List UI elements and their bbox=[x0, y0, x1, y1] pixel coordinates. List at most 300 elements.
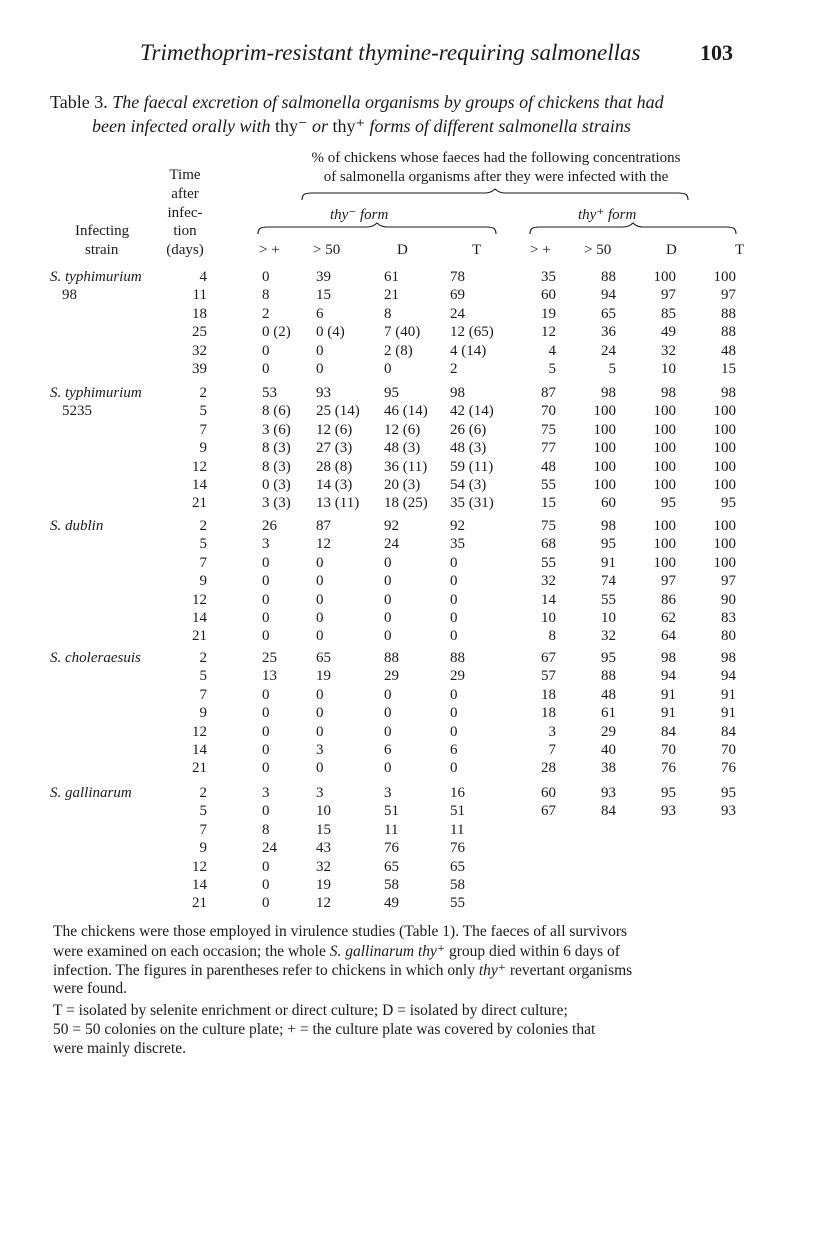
value-cell: 27 (3) bbox=[316, 440, 353, 457]
col-header-thy-minus-t: T bbox=[472, 242, 482, 258]
value-cell: 76 bbox=[384, 840, 399, 857]
value-cell: 98 bbox=[661, 650, 676, 666]
value-cell: 95 bbox=[601, 650, 616, 666]
value-cell: 65 bbox=[316, 650, 331, 666]
value-cell: 18 bbox=[541, 705, 556, 722]
value-cell: 95 bbox=[721, 785, 736, 801]
footnote-1-line-2 bbox=[53, 943, 620, 961]
time-cell: 21 bbox=[192, 628, 207, 645]
thy-plus-form-header: thy⁺ form bbox=[578, 207, 637, 223]
value-cell: 91 bbox=[661, 686, 676, 703]
value-cell: 29 bbox=[450, 668, 465, 685]
value-cell: 88 bbox=[384, 650, 399, 666]
time-header-line-3: tion bbox=[173, 223, 197, 239]
time-header-line-1: after bbox=[171, 186, 199, 202]
value-cell: 2 bbox=[450, 361, 458, 377]
value-cell: 0 bbox=[384, 573, 392, 590]
value-cell: 0 bbox=[262, 705, 270, 722]
value-cell: 100 bbox=[593, 440, 616, 457]
caption-line-1 bbox=[50, 92, 664, 113]
value-cell: 77 bbox=[541, 440, 556, 457]
footnote-2-line-3: were mainly discrete. bbox=[53, 1040, 186, 1057]
value-cell: 100 bbox=[653, 440, 676, 457]
time-cell: 7 bbox=[199, 421, 207, 438]
value-cell: 94 bbox=[601, 287, 616, 304]
value-cell: 59 (11) bbox=[450, 458, 494, 475]
value-cell: 95 bbox=[601, 536, 616, 553]
value-cell: 100 bbox=[653, 269, 676, 285]
footnote-1-line-3-pre: infection. The figures in parentheses refer to chickens in which only bbox=[53, 962, 475, 979]
value-cell: 24 bbox=[262, 840, 277, 857]
value-cell: 29 bbox=[384, 668, 399, 685]
value-cell: 26 (6) bbox=[450, 421, 487, 438]
value-cell: 92 bbox=[450, 518, 465, 534]
value-cell: 100 bbox=[653, 403, 676, 420]
col-header-thy-plus-50: > 50 bbox=[584, 242, 612, 258]
value-cell: 10 bbox=[601, 610, 616, 626]
col-header-thy-plus-confluent: > + bbox=[530, 242, 551, 258]
value-cell: 0 bbox=[262, 591, 270, 608]
value-cell: 67 bbox=[541, 803, 556, 820]
value-cell: 8 (6) bbox=[262, 403, 291, 420]
caption-text-2c: forms of different salmonella strains bbox=[369, 116, 631, 136]
value-cell: 8 bbox=[262, 287, 270, 304]
strain-name: S. typhimurium bbox=[50, 385, 142, 401]
value-cell: 0 bbox=[262, 760, 270, 777]
value-cell: 100 bbox=[653, 421, 676, 438]
value-cell: 0 bbox=[316, 705, 324, 722]
value-cell: 15 bbox=[316, 821, 331, 838]
value-cell: 13 bbox=[262, 668, 277, 685]
strain-header-line-1: Infecting bbox=[75, 223, 130, 239]
value-cell: 3 bbox=[262, 536, 270, 553]
value-cell: 51 bbox=[450, 803, 465, 820]
time-cell: 5 bbox=[199, 803, 207, 820]
value-cell: 100 bbox=[653, 554, 676, 571]
value-cell: 95 bbox=[721, 495, 736, 512]
time-cell: 11 bbox=[192, 287, 207, 304]
strain-name: S. dublin bbox=[50, 518, 104, 534]
col-header-thy-minus-confluent: > + bbox=[259, 242, 280, 258]
time-cell: 2 bbox=[199, 518, 207, 534]
value-cell: 90 bbox=[721, 591, 736, 608]
footnote-1-line-2-post: group died within 6 days of bbox=[449, 943, 620, 960]
value-cell: 61 bbox=[384, 269, 399, 285]
value-cell: 100 bbox=[593, 458, 616, 475]
value-cell: 49 bbox=[384, 895, 399, 912]
value-cell: 55 bbox=[541, 554, 556, 571]
value-cell: 95 bbox=[384, 385, 399, 401]
value-cell: 0 bbox=[384, 361, 392, 377]
value-cell: 98 bbox=[721, 650, 736, 666]
value-cell: 28 bbox=[541, 760, 556, 777]
caption-text-2b: or bbox=[311, 116, 328, 136]
value-cell: 97 bbox=[661, 287, 676, 304]
value-cell: 87 bbox=[316, 518, 331, 534]
value-cell: 58 bbox=[450, 877, 465, 893]
value-cell: 88 bbox=[721, 324, 736, 341]
value-cell: 49 bbox=[661, 324, 676, 341]
value-cell: 0 bbox=[262, 742, 270, 758]
value-cell: 78 bbox=[450, 269, 465, 285]
value-cell: 0 bbox=[316, 573, 324, 590]
value-cell: 100 bbox=[713, 536, 736, 553]
value-cell: 97 bbox=[661, 573, 676, 590]
value-cell: 0 bbox=[262, 723, 270, 740]
strain-name: S. choleraesuis bbox=[50, 650, 141, 666]
value-cell: 10 bbox=[661, 361, 676, 377]
value-cell: 32 bbox=[316, 858, 331, 875]
value-cell: 14 (3) bbox=[316, 477, 353, 493]
caption-text-1: The faecal excretion of salmonella organisms by groups of chickens that had bbox=[112, 92, 664, 112]
value-cell: 0 bbox=[316, 760, 324, 777]
value-cell: 100 bbox=[713, 440, 736, 457]
value-cell: 8 bbox=[548, 628, 556, 645]
time-cell: 21 bbox=[192, 495, 207, 512]
value-cell: 93 bbox=[601, 785, 616, 801]
value-cell: 0 bbox=[262, 803, 270, 820]
col-header-thy-minus-d: D bbox=[397, 242, 408, 258]
time-cell: 9 bbox=[199, 573, 207, 590]
value-cell: 100 bbox=[713, 458, 736, 475]
time-cell: 21 bbox=[192, 760, 207, 777]
strain-number: 5235 bbox=[62, 403, 92, 420]
value-cell: 35 bbox=[450, 536, 465, 553]
value-cell: 25 (14) bbox=[316, 403, 360, 420]
value-cell: 24 bbox=[384, 536, 399, 553]
value-cell: 5 bbox=[548, 361, 556, 377]
header-span-line-1: % of chickens whose faeces had the following concentrations bbox=[311, 150, 681, 166]
value-cell: 70 bbox=[541, 403, 556, 420]
value-cell: 0 bbox=[450, 723, 458, 740]
time-cell: 5 bbox=[199, 403, 207, 420]
value-cell: 7 (40) bbox=[384, 324, 421, 341]
value-cell: 60 bbox=[601, 495, 616, 512]
strain-name: S. typhimurium bbox=[50, 269, 142, 285]
value-cell: 3 (6) bbox=[262, 421, 291, 438]
value-cell: 0 (3) bbox=[262, 477, 291, 493]
value-cell: 0 bbox=[316, 342, 324, 359]
time-cell: 14 bbox=[192, 477, 207, 493]
value-cell: 65 bbox=[384, 858, 399, 875]
col-header-thy-plus-d: D bbox=[666, 242, 677, 258]
value-cell: 3 bbox=[262, 785, 270, 801]
value-cell: 55 bbox=[601, 591, 616, 608]
value-cell: 100 bbox=[713, 403, 736, 420]
value-cell: 83 bbox=[721, 610, 736, 626]
value-cell: 88 bbox=[721, 305, 736, 322]
value-cell: 28 (8) bbox=[316, 458, 353, 475]
value-cell: 0 bbox=[316, 361, 324, 377]
value-cell: 2 bbox=[262, 305, 270, 322]
value-cell: 8 bbox=[262, 821, 270, 838]
value-cell: 0 bbox=[384, 705, 392, 722]
value-cell: 51 bbox=[384, 803, 399, 820]
value-cell: 43 bbox=[316, 840, 331, 857]
value-cell: 55 bbox=[450, 895, 465, 912]
value-cell: 0 bbox=[316, 628, 324, 645]
caption-label: Table 3. bbox=[50, 92, 108, 112]
value-cell: 92 bbox=[384, 518, 399, 534]
value-cell: 75 bbox=[541, 518, 556, 534]
value-cell: 26 bbox=[262, 518, 277, 534]
value-cell: 0 bbox=[262, 895, 270, 912]
caption-thy-plus: thy⁺ bbox=[332, 116, 365, 136]
footnote-2-line-2: 50 = 50 colonies on the culture plate; + = the culture plate was covered by colonies that bbox=[53, 1021, 596, 1038]
value-cell: 5 bbox=[608, 361, 616, 377]
value-cell: 84 bbox=[721, 723, 736, 740]
value-cell: 13 (11) bbox=[316, 495, 360, 512]
value-cell: 55 bbox=[541, 477, 556, 493]
time-cell: 12 bbox=[192, 858, 207, 875]
value-cell: 91 bbox=[661, 705, 676, 722]
value-cell: 15 bbox=[721, 361, 736, 377]
value-cell: 100 bbox=[713, 477, 736, 493]
value-cell: 40 bbox=[601, 742, 616, 758]
footnote-1-line-3-thy: thy⁺ bbox=[478, 962, 506, 979]
value-cell: 95 bbox=[661, 495, 676, 512]
time-cell: 12 bbox=[192, 723, 207, 740]
value-cell: 75 bbox=[541, 421, 556, 438]
col-header-thy-plus-t: T bbox=[735, 242, 745, 258]
time-cell: 14 bbox=[192, 877, 207, 893]
footnote-1-line-2-strain: S. gallinarum thy⁺ bbox=[329, 943, 446, 960]
value-cell: 6 bbox=[384, 742, 392, 758]
value-cell: 8 (3) bbox=[262, 440, 291, 457]
value-cell: 100 bbox=[713, 269, 736, 285]
value-cell: 3 (3) bbox=[262, 495, 291, 512]
thy-minus-brace bbox=[256, 222, 498, 236]
value-cell: 97 bbox=[721, 573, 736, 590]
value-cell: 95 bbox=[661, 785, 676, 801]
time-header-line-0: Time bbox=[169, 167, 201, 183]
value-cell: 88 bbox=[601, 668, 616, 685]
value-cell: 0 bbox=[262, 342, 270, 359]
time-cell: 9 bbox=[199, 440, 207, 457]
time-cell: 2 bbox=[199, 785, 207, 801]
time-cell: 7 bbox=[199, 821, 207, 838]
value-cell: 57 bbox=[541, 668, 556, 685]
value-cell: 94 bbox=[661, 668, 676, 685]
value-cell: 24 bbox=[450, 305, 465, 322]
value-cell: 84 bbox=[661, 723, 676, 740]
value-cell: 0 bbox=[316, 723, 324, 740]
value-cell: 15 bbox=[541, 495, 556, 512]
time-cell: 32 bbox=[192, 342, 207, 359]
value-cell: 100 bbox=[713, 554, 736, 571]
value-cell: 3 bbox=[548, 723, 556, 740]
value-cell: 0 bbox=[450, 686, 458, 703]
value-cell: 0 bbox=[384, 760, 392, 777]
time-cell: 25 bbox=[192, 324, 207, 341]
value-cell: 85 bbox=[661, 305, 676, 322]
value-cell: 68 bbox=[541, 536, 556, 553]
value-cell: 100 bbox=[653, 536, 676, 553]
time-cell: 14 bbox=[192, 742, 207, 758]
value-cell: 0 bbox=[316, 554, 324, 571]
footnote-1-line-4: were found. bbox=[53, 980, 128, 997]
caption-line-2 bbox=[92, 116, 631, 137]
value-cell: 54 (3) bbox=[450, 477, 487, 493]
value-cell: 48 bbox=[721, 342, 736, 359]
value-cell: 4 (14) bbox=[450, 342, 487, 359]
value-cell: 0 bbox=[262, 610, 270, 626]
value-cell: 64 bbox=[661, 628, 676, 645]
time-cell: 5 bbox=[199, 668, 207, 685]
value-cell: 6 bbox=[316, 305, 324, 322]
value-cell: 42 (14) bbox=[450, 403, 494, 420]
value-cell: 100 bbox=[593, 421, 616, 438]
value-cell: 32 bbox=[601, 628, 616, 645]
value-cell: 0 bbox=[262, 554, 270, 571]
value-cell: 19 bbox=[316, 877, 331, 893]
value-cell: 58 bbox=[384, 877, 399, 893]
time-cell: 14 bbox=[192, 610, 207, 626]
value-cell: 60 bbox=[541, 287, 556, 304]
time-cell: 2 bbox=[199, 385, 207, 401]
value-cell: 98 bbox=[450, 385, 465, 401]
value-cell: 94 bbox=[721, 668, 736, 685]
value-cell: 86 bbox=[661, 591, 676, 608]
header-span-line-2: of salmonella organisms after they were infected with the bbox=[323, 169, 669, 185]
value-cell: 0 bbox=[384, 686, 392, 703]
value-cell: 32 bbox=[541, 573, 556, 590]
value-cell: 12 (6) bbox=[316, 421, 353, 438]
value-cell: 97 bbox=[721, 287, 736, 304]
value-cell: 76 bbox=[721, 760, 736, 777]
time-cell: 7 bbox=[199, 686, 207, 703]
value-cell: 0 bbox=[262, 686, 270, 703]
time-header-line-4: (days) bbox=[166, 242, 204, 258]
value-cell: 60 bbox=[541, 785, 556, 801]
value-cell: 100 bbox=[593, 477, 616, 493]
strain-header-line-2: strain bbox=[85, 242, 119, 258]
value-cell: 29 bbox=[601, 723, 616, 740]
value-cell: 2 (8) bbox=[384, 342, 413, 359]
footnote-2-line-1: T = isolated by selenite enrichment or direct culture; D = isolated by direct culture; bbox=[53, 1002, 568, 1019]
col-header-thy-minus-50: > 50 bbox=[313, 242, 341, 258]
value-cell: 14 bbox=[541, 591, 556, 608]
value-cell: 100 bbox=[713, 518, 736, 534]
footnote-1-line-3-post: revertant organisms bbox=[509, 962, 633, 979]
value-cell: 65 bbox=[450, 858, 465, 875]
value-cell: 69 bbox=[450, 287, 465, 304]
caption-thy-minus: thy⁻ bbox=[274, 116, 308, 136]
page-number: 103 bbox=[700, 40, 733, 65]
value-cell: 7 bbox=[548, 742, 556, 758]
value-cell: 12 bbox=[316, 536, 331, 553]
value-cell: 0 bbox=[316, 610, 324, 626]
value-cell: 10 bbox=[316, 803, 331, 820]
value-cell: 36 bbox=[601, 324, 616, 341]
value-cell: 98 bbox=[721, 385, 736, 401]
value-cell: 0 bbox=[262, 858, 270, 875]
time-cell: 7 bbox=[199, 554, 207, 571]
value-cell: 84 bbox=[601, 803, 616, 820]
value-cell: 0 bbox=[450, 610, 458, 626]
value-cell: 93 bbox=[661, 803, 676, 820]
value-cell: 0 (4) bbox=[316, 324, 345, 341]
value-cell: 91 bbox=[601, 554, 616, 571]
value-cell: 4 bbox=[548, 342, 556, 359]
time-cell: 4 bbox=[199, 269, 207, 285]
value-cell: 0 bbox=[262, 361, 270, 377]
time-cell: 9 bbox=[199, 705, 207, 722]
value-cell: 91 bbox=[721, 705, 736, 722]
value-cell: 0 bbox=[450, 760, 458, 777]
value-cell: 61 bbox=[601, 705, 616, 722]
value-cell: 80 bbox=[721, 628, 736, 645]
value-cell: 91 bbox=[721, 686, 736, 703]
footnote-1-line-1: The chickens were those employed in virulence studies (Table 1). The faeces of all survivors bbox=[53, 923, 628, 940]
thy-minus-form-header: thy⁻ form bbox=[330, 207, 389, 223]
value-cell: 36 (11) bbox=[384, 458, 428, 475]
value-cell: 76 bbox=[661, 760, 676, 777]
footnote-1-line-3 bbox=[53, 962, 632, 980]
value-cell: 8 (3) bbox=[262, 458, 291, 475]
value-cell: 25 bbox=[262, 650, 277, 666]
value-cell: 87 bbox=[541, 385, 556, 401]
value-cell: 0 bbox=[262, 628, 270, 645]
value-cell: 18 bbox=[541, 686, 556, 703]
value-cell: 0 bbox=[450, 591, 458, 608]
caption-text-2a: been infected orally with bbox=[92, 116, 271, 136]
thy-plus-brace bbox=[528, 222, 738, 236]
value-cell: 0 bbox=[450, 573, 458, 590]
value-cell: 19 bbox=[541, 305, 556, 322]
value-cell: 21 bbox=[384, 287, 399, 304]
value-cell: 0 bbox=[384, 610, 392, 626]
value-cell: 100 bbox=[593, 403, 616, 420]
value-cell: 10 bbox=[541, 610, 556, 626]
value-cell: 38 bbox=[601, 760, 616, 777]
value-cell: 93 bbox=[316, 385, 331, 401]
value-cell: 70 bbox=[661, 742, 676, 758]
value-cell: 12 bbox=[316, 895, 331, 912]
value-cell: 0 bbox=[384, 591, 392, 608]
value-cell: 48 (3) bbox=[384, 440, 421, 457]
value-cell: 3 bbox=[316, 742, 324, 758]
value-cell: 98 bbox=[601, 518, 616, 534]
value-cell: 0 bbox=[262, 573, 270, 590]
time-cell: 21 bbox=[192, 895, 207, 912]
value-cell: 0 bbox=[450, 628, 458, 645]
time-cell: 12 bbox=[192, 458, 207, 475]
footnote-1-line-2-pre: were examined on each occasion; the whole bbox=[53, 943, 326, 960]
value-cell: 0 bbox=[316, 591, 324, 608]
value-cell: 48 (3) bbox=[450, 440, 487, 457]
time-cell: 18 bbox=[192, 305, 207, 322]
value-cell: 48 bbox=[601, 686, 616, 703]
value-cell: 70 bbox=[721, 742, 736, 758]
value-cell: 93 bbox=[721, 803, 736, 820]
value-cell: 3 bbox=[384, 785, 392, 801]
time-header-line-2: infec- bbox=[167, 205, 203, 221]
value-cell: 88 bbox=[450, 650, 465, 666]
value-cell: 19 bbox=[316, 668, 331, 685]
value-cell: 12 (6) bbox=[384, 421, 421, 438]
value-cell: 12 (65) bbox=[450, 324, 494, 341]
outer-brace bbox=[300, 188, 690, 202]
value-cell: 76 bbox=[450, 840, 465, 857]
value-cell: 0 bbox=[316, 686, 324, 703]
value-cell: 0 bbox=[450, 705, 458, 722]
value-cell: 62 bbox=[661, 610, 676, 626]
value-cell: 35 bbox=[541, 269, 556, 285]
value-cell: 65 bbox=[601, 305, 616, 322]
value-cell: 88 bbox=[601, 269, 616, 285]
value-cell: 6 bbox=[450, 742, 458, 758]
